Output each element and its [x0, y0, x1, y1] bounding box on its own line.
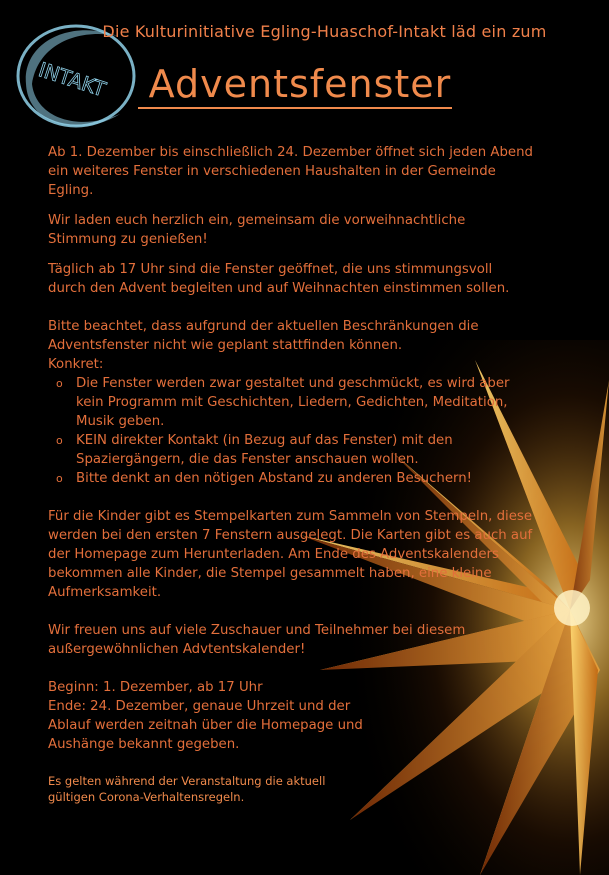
- bullet-mark: o: [56, 472, 63, 485]
- end-info: Ende: 24. Dezember, genaue Uhrzeit und der Ablauf werden zeitnah über die Homepage und Aushänge bekannt gegeben.: [48, 699, 363, 752]
- paragraph-invite: Wir laden euch herzlich ein, gemeinsam die vorweihnachtliche Stimmung zu genießen!: [48, 213, 466, 247]
- list-item: o Bitte denkt an den nötigen Abstand zu anderen Besuchern!: [56, 471, 472, 486]
- title-underline: [138, 107, 452, 109]
- paragraph-children: Für die Kinder gibt es Stempelkarten zum Sammeln von Stempeln, diese werden bei den ersten 7 Fenstern ausgelegt. Die Karten gibt es auch auf der Homepage zum Herunterladen. Am Ende des Adventskalenders bekommen alle Kinder, die Stempel gesammelt haben, eine kleine Aufmerksamkeit.: [48, 509, 533, 600]
- logo-text: INTAKT: [35, 57, 109, 102]
- bullet-mark: o: [56, 434, 63, 447]
- paragraph-times: Täglich ab 17 Uhr sind die Fenster geöffnet, die uns stimmungsvoll durch den Advent begleiten und auf Weihnachten einstimmen sollen.: [48, 262, 510, 296]
- label-concrete: Konkret:: [48, 357, 104, 372]
- corona-rules-note: Es gelten während der Veranstaltung die aktuell gültigen Corona-Verhaltensregeln.: [48, 774, 326, 804]
- list-item: o Die Fenster werden zwar gestaltet und geschmückt, es wird aber kein Programm mit Geschichten, Liedern, Gedichten, Meditation, Musik geben.: [56, 376, 510, 429]
- invitation-line: Die Kulturinitiative Egling-Huaschof-Intakt läd ein zum: [102, 22, 547, 41]
- poster-body: [48, 143, 534, 805]
- list-item: o KEIN direkter Kontakt (in Bezug auf das Fenster) mit den Spaziergängern, die das Fenster anschauen wollen.: [56, 433, 453, 467]
- paragraph-intro: Ab 1. Dezember bis einschließlich 24. Dezember öffnet sich jeden Abend ein weiteres Fenster in verschiedenen Haushalten in der Gemeinde Egling.: [48, 145, 533, 198]
- begin-info: Beginn: 1. Dezember, ab 17 Uhr: [48, 680, 263, 695]
- bullet-mark: o: [56, 377, 63, 390]
- restrictions-list: [48, 374, 534, 488]
- paragraph-welcome: Wir freuen uns auf viele Zuschauer und Teilnehmer bei diesem außergewöhnlichen Advtentskalender!: [48, 623, 466, 657]
- paragraph-restrictions: Bitte beachtet, dass aufgrund der aktuellen Beschränkungen die Adventsfenster nicht wie geplant stattfinden können.: [48, 319, 479, 353]
- page-title: Adventsfenster: [148, 62, 452, 106]
